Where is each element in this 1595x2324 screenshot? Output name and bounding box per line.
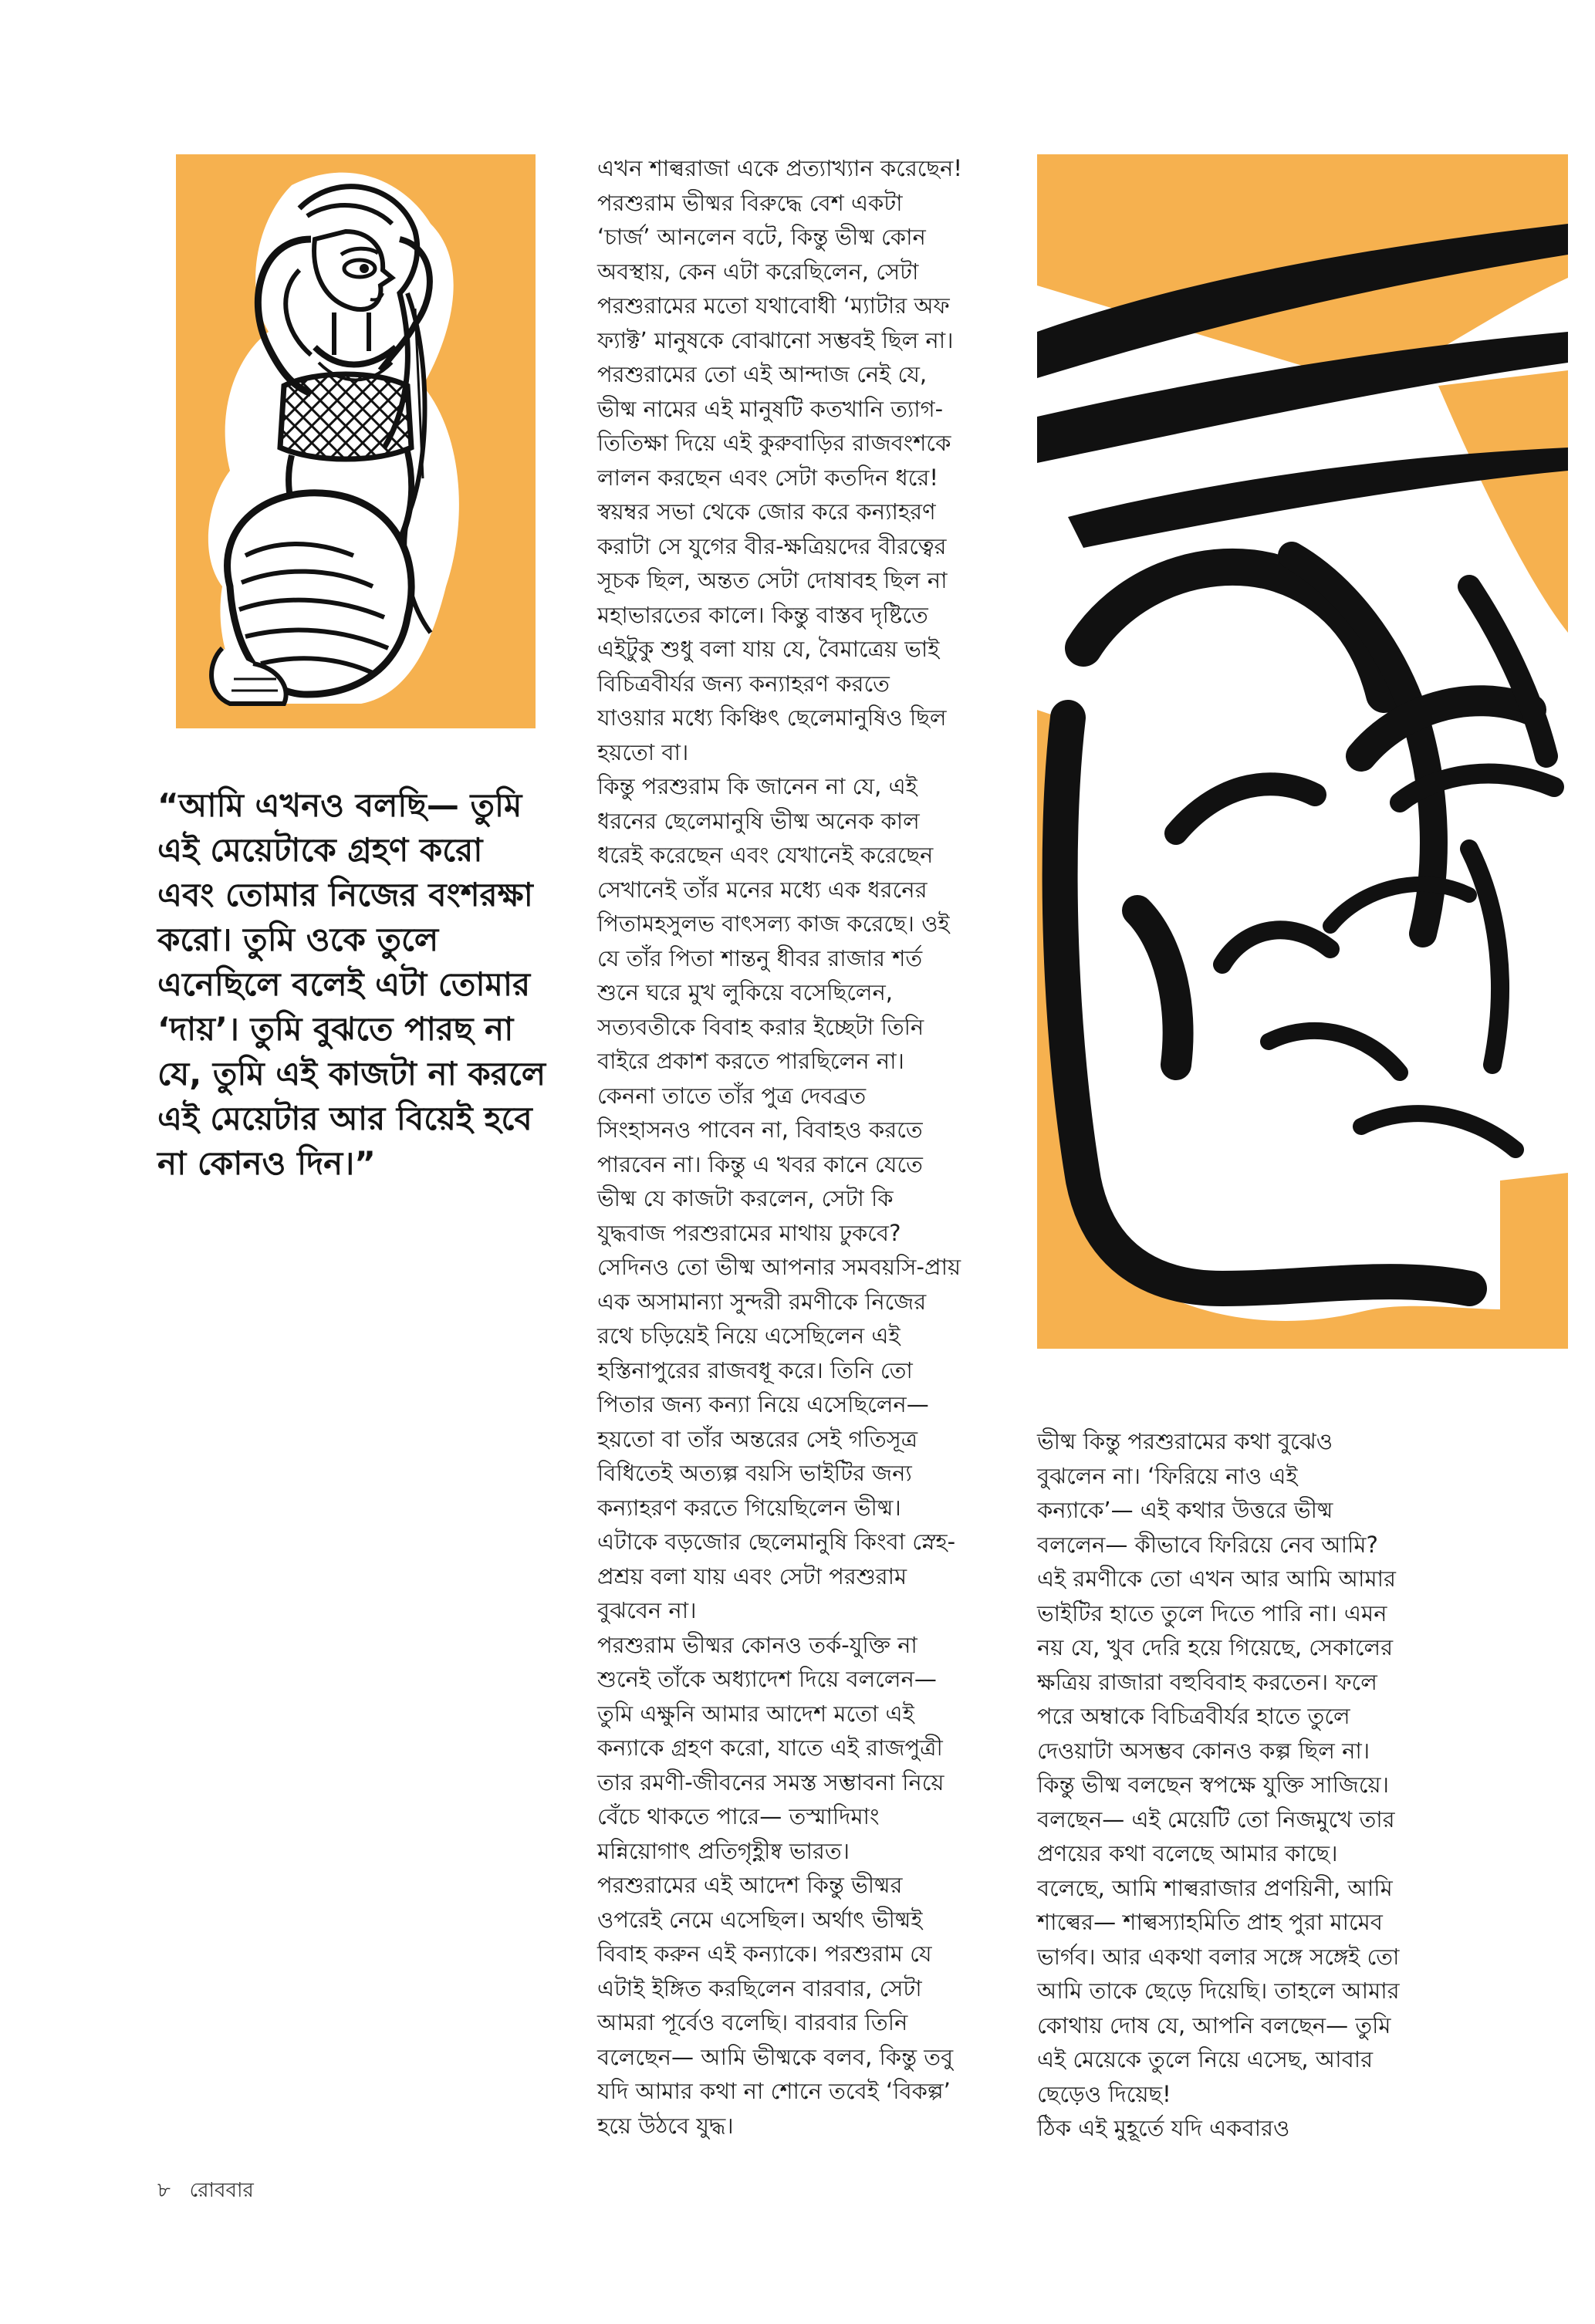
- article-line: এক অসামান্যা সুন্দরী রমণীকে নিজের: [597, 1288, 927, 1315]
- article-line: তার রমণী-জীবনের সমস্ত সম্ভাবনা নিয়ে: [597, 1768, 944, 1795]
- brushstroke-illustration-svg: [1037, 154, 1568, 1349]
- article-line: নয় যে, খুব দেরি হয়ে গিয়েছে, সেকালের: [1037, 1634, 1394, 1660]
- article-line: ভার্গব। আর একথা বলার সঙ্গে সঙ্গেই তো: [1037, 1943, 1400, 1970]
- article-line: কিন্তু ভীষ্ম বলছেন স্বপক্ষে যুক্তি সাজিয়ে।: [1037, 1772, 1389, 1798]
- article-line: বেঁচে থাকতে পারে— তস্মাদিমাং: [597, 1803, 880, 1829]
- article-line: আমি তাকে ছেড়ে দিয়েছি। তাহলে আমার: [1037, 1978, 1400, 2004]
- page-footer: [157, 2174, 254, 2208]
- article-line: পরশুরামের তো এই আন্দাজ নেই যে,: [597, 361, 928, 387]
- article-line: প্রশ্রয় বলা যায় এবং সেটা পরশুরাম: [597, 1562, 907, 1589]
- article-line: মহাভারতের কালে। কিন্তু বাস্তব দৃষ্টিতে: [597, 601, 928, 628]
- article-line: তিতিক্ষা দিয়ে এই কুরুবাড়ির রাজবংশকে: [597, 430, 951, 456]
- article-line: বলেছেন— আমি ভীষ্মকে বলব, কিন্তু তবু: [597, 2043, 954, 2070]
- article-line: স্বয়ম্বর সভা থেকে জোর করে কন্যাহরণ: [597, 498, 936, 525]
- page-number: ৮: [157, 2179, 171, 2202]
- article-line: বলছেন— এই মেয়েটি তো নিজমুখে তার: [1037, 1805, 1395, 1833]
- article-line: পিতার জন্য কন্যা নিয়ে এসেছিলেন—: [597, 1391, 929, 1417]
- article-line: ওপরেই নেমে এসেছিল। অর্থাৎ ভীষ্মই: [597, 1906, 923, 1933]
- article-line: শুনে ঘরে মুখ লুকিয়ে বসেছিলেন,: [597, 979, 894, 1005]
- article-line: ফ্যাক্ট’ মানুষকে বোঝানো সম্ভবই ছিল না।: [597, 326, 954, 353]
- article-line: লালন করছেন এবং সেটা কতদিন ধরে!: [597, 464, 938, 491]
- woman-illustration-svg: [176, 154, 536, 728]
- pull-quote-line: এনেছিলে বলেই এটা তোমার: [157, 965, 531, 1003]
- article-line: এই রমণীকে তো এখন আর আমি আমার: [1037, 1566, 1396, 1592]
- article-line: পরশুরাম ভীষ্মর বিরুদ্ধে বেশ একটা: [597, 189, 903, 216]
- article-line: ধরনের ছেলেমানুষি ভীষ্ম অনেক কাল: [597, 807, 920, 834]
- article-column-right: [1037, 1424, 1438, 2146]
- article-line: মন্নিয়োগাৎ প্রতিগৃহ্ণীষ্ব ভারত।: [597, 1837, 850, 1864]
- article-line: যদি আমার কথা না শোনে তবেই ‘বিকল্প’: [597, 2078, 951, 2104]
- pull-quote-line: এবং তোমার নিজের বংশরক্ষা: [157, 876, 533, 914]
- article-line: হয়তো বা।: [597, 738, 689, 765]
- article-line: বাইরে প্রকাশ করতে পারছিলেন না।: [597, 1048, 904, 1074]
- article-line: আমরা পূর্বেও বলেছি। বারবার তিনি: [597, 2009, 908, 2035]
- article-line: হয়ে উঠবে যুদ্ধ।: [597, 2112, 734, 2139]
- article-line: পরশুরামের মতো যথাবোধী ‘ম্যাটার অফ: [597, 292, 950, 319]
- article-line: বিচিত্রবীর্যর জন্য কন্যাহরণ করতে: [597, 670, 890, 697]
- article-line: করাটা সে যুগের বীর-ক্ষত্রিয়দের বীরত্বের: [597, 532, 947, 559]
- article-line: সেদিনও তো ভীষ্ম আপনার সমবয়সি-প্রায়: [597, 1254, 961, 1280]
- pull-quote-line: না কোনও দিন।”: [157, 1144, 376, 1182]
- article-line: পরশুরাম ভীষ্মর কোনও তর্ক-যুক্তি না: [597, 1631, 917, 1658]
- article-line: ভীষ্ম কিন্তু পরশুরামের কথা বুঝেও: [1037, 1428, 1333, 1454]
- brushstroke-illustration: [1037, 154, 1568, 1349]
- article-line: বললেন— কীভাবে ফিরিয়ে নেব আমি?: [1037, 1531, 1378, 1558]
- pull-quote-line: “আমি এখনও বলছি— তুমি: [157, 786, 522, 824]
- article-line: পরশুরামের এই আদেশ কিন্তু ভীষ্মর: [597, 1872, 903, 1898]
- pull-quote-line: এই মেয়েটার আর বিয়েই হবে: [157, 1100, 532, 1137]
- article-line: পরে অম্বাকে বিচিত্রবীর্যর হাতে তুলে: [1037, 1703, 1350, 1729]
- article-line: ‘চার্জ’ আনলেন বটে, কিন্তু ভীষ্ম কোন: [597, 224, 926, 250]
- article-line: প্রণয়ের কথা বলেছে আমার কাছে।: [1037, 1840, 1338, 1866]
- article-line: সূচক ছিল, অন্তত সেটা দোষাবহ ছিল না: [597, 567, 948, 593]
- article-line: কন্যাকে গ্রহণ করো, যাতে এই রাজপুত্রী: [597, 1735, 943, 1761]
- article-line: কন্যাহরণ করতে গিয়েছিলেন ভীষ্ম।: [597, 1494, 901, 1521]
- article-line: সেখানেই তাঁর মনের মধ্যে এক ধরনের: [597, 876, 928, 903]
- article-column-middle: [597, 151, 999, 2143]
- article-line: এখন শাল্বরাজা একে প্রত্যাখ্যান করেছেন!: [597, 155, 962, 181]
- article-line: বুঝলেন না। ‘ফিরিয়ে নাও এই: [1037, 1462, 1298, 1489]
- pull-quote-line: এই মেয়েটাকে গ্রহণ করো: [157, 831, 483, 869]
- article-line: বুঝবেন না।: [597, 1597, 697, 1623]
- article-line: কন্যাকে’— এই কথার উত্তরে ভীষ্ম: [1037, 1497, 1333, 1523]
- article-line: ছেড়েও দিয়েছ!: [1037, 2080, 1171, 2107]
- article-line: সত্যবতীকে বিবাহ করার ইচ্ছেটা তিনি: [597, 1013, 924, 1040]
- article-line: ভীষ্ম নামের এই মানুষটি কতখানি ত্যাগ-: [597, 395, 944, 422]
- article-line: বিধিতেই অত্যল্প বয়সি ভাইটির জন্য: [597, 1460, 912, 1486]
- article-line: রথে চড়িয়েই নিয়ে এসেছিলেন এই: [597, 1322, 901, 1349]
- magazine-name: রোববার: [189, 2179, 254, 2202]
- article-line: যাওয়ার মধ্যে কিঞ্চিৎ ছেলেমানুষিও ছিল: [597, 704, 947, 731]
- article-line: ঠিক এই মুহূর্তে যদি একবারও: [1037, 2115, 1290, 2141]
- article-line: এটাই ইঙ্গিত করছিলেন বারবার, সেটা: [597, 1974, 922, 2001]
- article-line: এইটুকু শুধু বলা যায় যে, বৈমাত্রেয় ভাই: [597, 636, 940, 662]
- article-line: সিংহাসনও পাবেন না, বিবাহও করতে: [597, 1116, 923, 1143]
- woman-illustration: [176, 154, 536, 728]
- article-line: পারবেন না। কিন্তু এ খবর কানে যেতে: [597, 1150, 923, 1177]
- article-line: দেওয়াটা অসম্ভব কোনও কল্প ছিল না।: [1037, 1737, 1370, 1764]
- article-line: শাল্বের— শাল্বস্যাহমিতি প্রাহ পুরা মামেব: [1037, 1909, 1383, 1935]
- article-line: ভাইটির হাতে তুলে দিতে পারি না। এমন: [1037, 1599, 1387, 1626]
- article-line: ক্ষত্রিয় রাজারা বহুবিবাহ করতেন। ফলে: [1037, 1668, 1377, 1695]
- article-line: ভীষ্ম যে কাজটা করলেন, সেটা কি: [597, 1185, 894, 1211]
- article-line: এটাকে বড়জোর ছেলেমানুষি কিংবা স্নেহ-: [597, 1529, 956, 1555]
- article-line: যে তাঁর পিতা শান্তনু ধীবর রাজার শর্ত: [597, 944, 923, 971]
- article-line: বিবাহ করুন এই কন্যাকে। পরশুরাম যে: [597, 1941, 932, 1967]
- article-line: কিন্তু পরশুরাম কি জানেন না যে, এই: [597, 773, 917, 799]
- pull-quote: [157, 783, 559, 1186]
- article-line: কেননা তাতে তাঁর পুত্র দেবব্রত: [597, 1082, 867, 1109]
- article-line: বলেছে, আমি শাল্বরাজার প্রণয়িনী, আমি: [1037, 1874, 1393, 1901]
- article-line: হয়তো বা তাঁর অন্তরের সেই গতিসূত্র: [597, 1425, 918, 1452]
- article-line: পিতামহসুলভ বাৎসল্য কাজ করেছে। ওই: [597, 910, 950, 937]
- pull-quote-line: যে, তুমি এই কাজটা না করলে: [157, 1055, 546, 1093]
- article-line: ধরেই করেছেন এবং যেখানেই করেছেন: [597, 842, 934, 868]
- pull-quote-line: ‘দায়’। তুমি বুঝতে পারছ না: [157, 1010, 514, 1048]
- article-line: হস্তিনাপুরের রাজবধূ করে। তিনি তো: [597, 1356, 913, 1383]
- pull-quote-line: করো। তুমি ওকে তুলে: [157, 920, 439, 958]
- article-line: কোথায় দোষ যে, আপনি বলছেন— তুমি: [1037, 2012, 1391, 2039]
- article-line: এই মেয়েকে তুলে নিয়ে এসেছ, আবার: [1037, 2046, 1374, 2072]
- article-line: অবস্থায়, কেন এটা করেছিলেন, সেটা: [597, 258, 919, 285]
- article-line: যুদ্ধবাজ পরশুরামের মাথায় ঢুকবে?: [597, 1219, 901, 1246]
- article-line: শুনেই তাঁকে অধ্যাদেশ দিয়ে বললেন—: [597, 1666, 937, 1692]
- article-line: তুমি এক্ষুনি আমার আদেশ মতো এই: [597, 1700, 914, 1727]
